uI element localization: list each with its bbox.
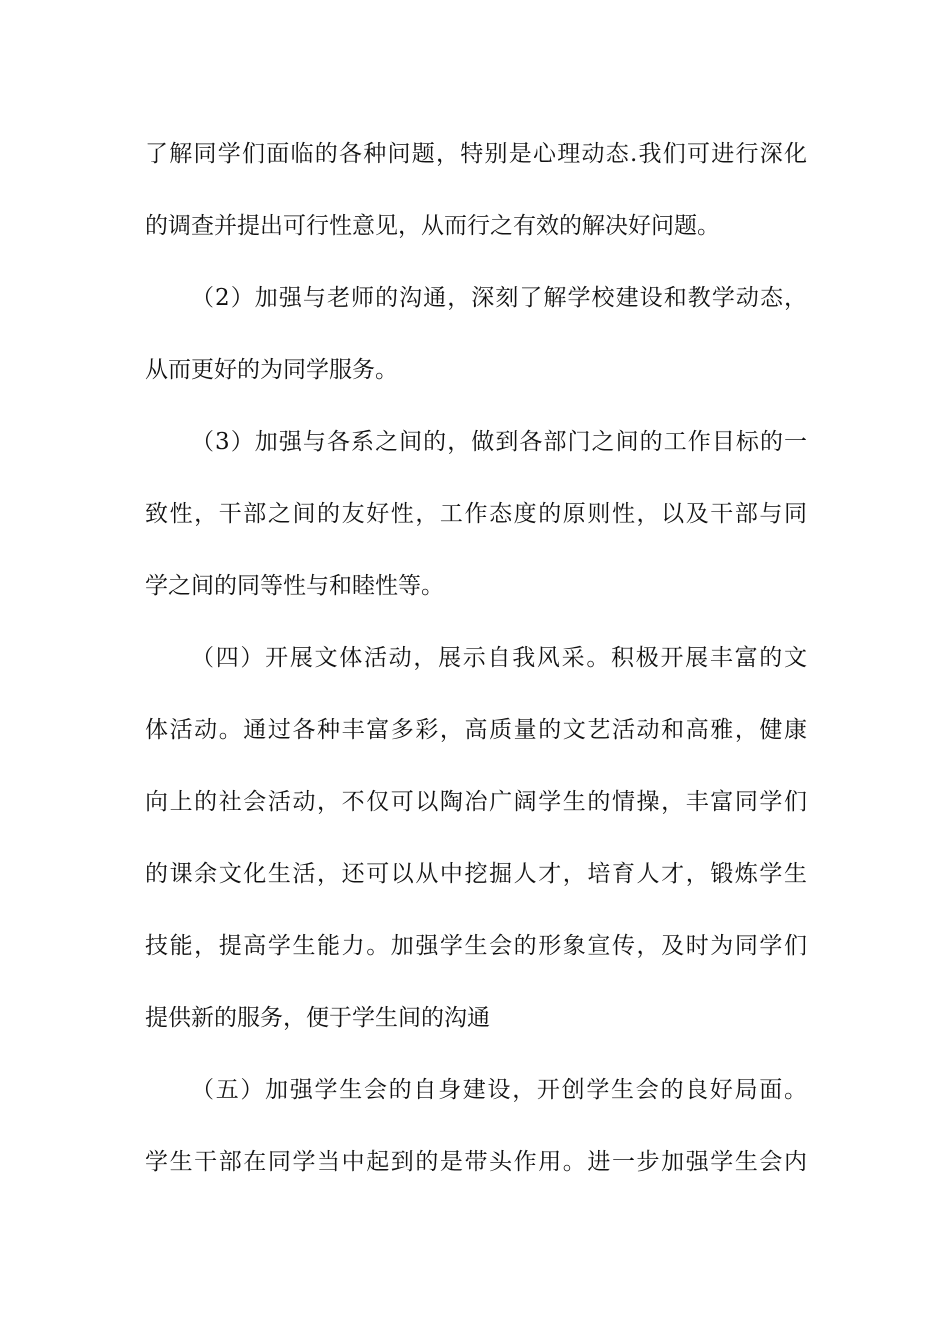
text-line: 技能，提高学生能力。加强学生会的形象宣传，及时为同学们 [145,933,807,959]
text-line: （四）开展文体活动，展示自我风采。积极开展丰富的文 [191,645,807,671]
text-line: 向上的社会活动，不仅可以陶冶广阔学生的情操，丰富同学们 [145,789,807,815]
text-line: （2）加强与老师的沟通，深刻了解学校建设和教学动态， [191,285,807,311]
text-line: 了解同学们面临的各种问题，特别是心理动态.我们可进行深化 [145,141,807,167]
text-line: （五）加强学生会的自身建设，开创学生会的良好局面。 [191,1077,807,1103]
text-line: 学之间的同等性与和睦性等。 [145,573,444,599]
text-line: 提供新的服务，便于学生间的沟通 [145,1005,490,1031]
document-body [145,128,807,1208]
text-line: 的调查并提出可行性意见，从而行之有效的解决好问题。 [145,213,720,239]
text-line: 学生干部在同学当中起到的是带头作用。进一步加强学生会内 [145,1149,807,1175]
text-line: 体活动。通过各种丰富多彩，高质量的文艺活动和高雅，健康 [145,717,807,743]
text-line: （3）加强与各系之间的，做到各部门之间的工作目标的一 [191,429,807,455]
text-line: 的课余文化生活，还可以从中挖掘人才，培育人才，锻炼学生 [145,861,807,887]
text-line: 从而更好的为同学服务。 [145,357,398,383]
text-line: 致性，干部之间的友好性，工作态度的原则性，以及干部与同 [145,501,807,527]
